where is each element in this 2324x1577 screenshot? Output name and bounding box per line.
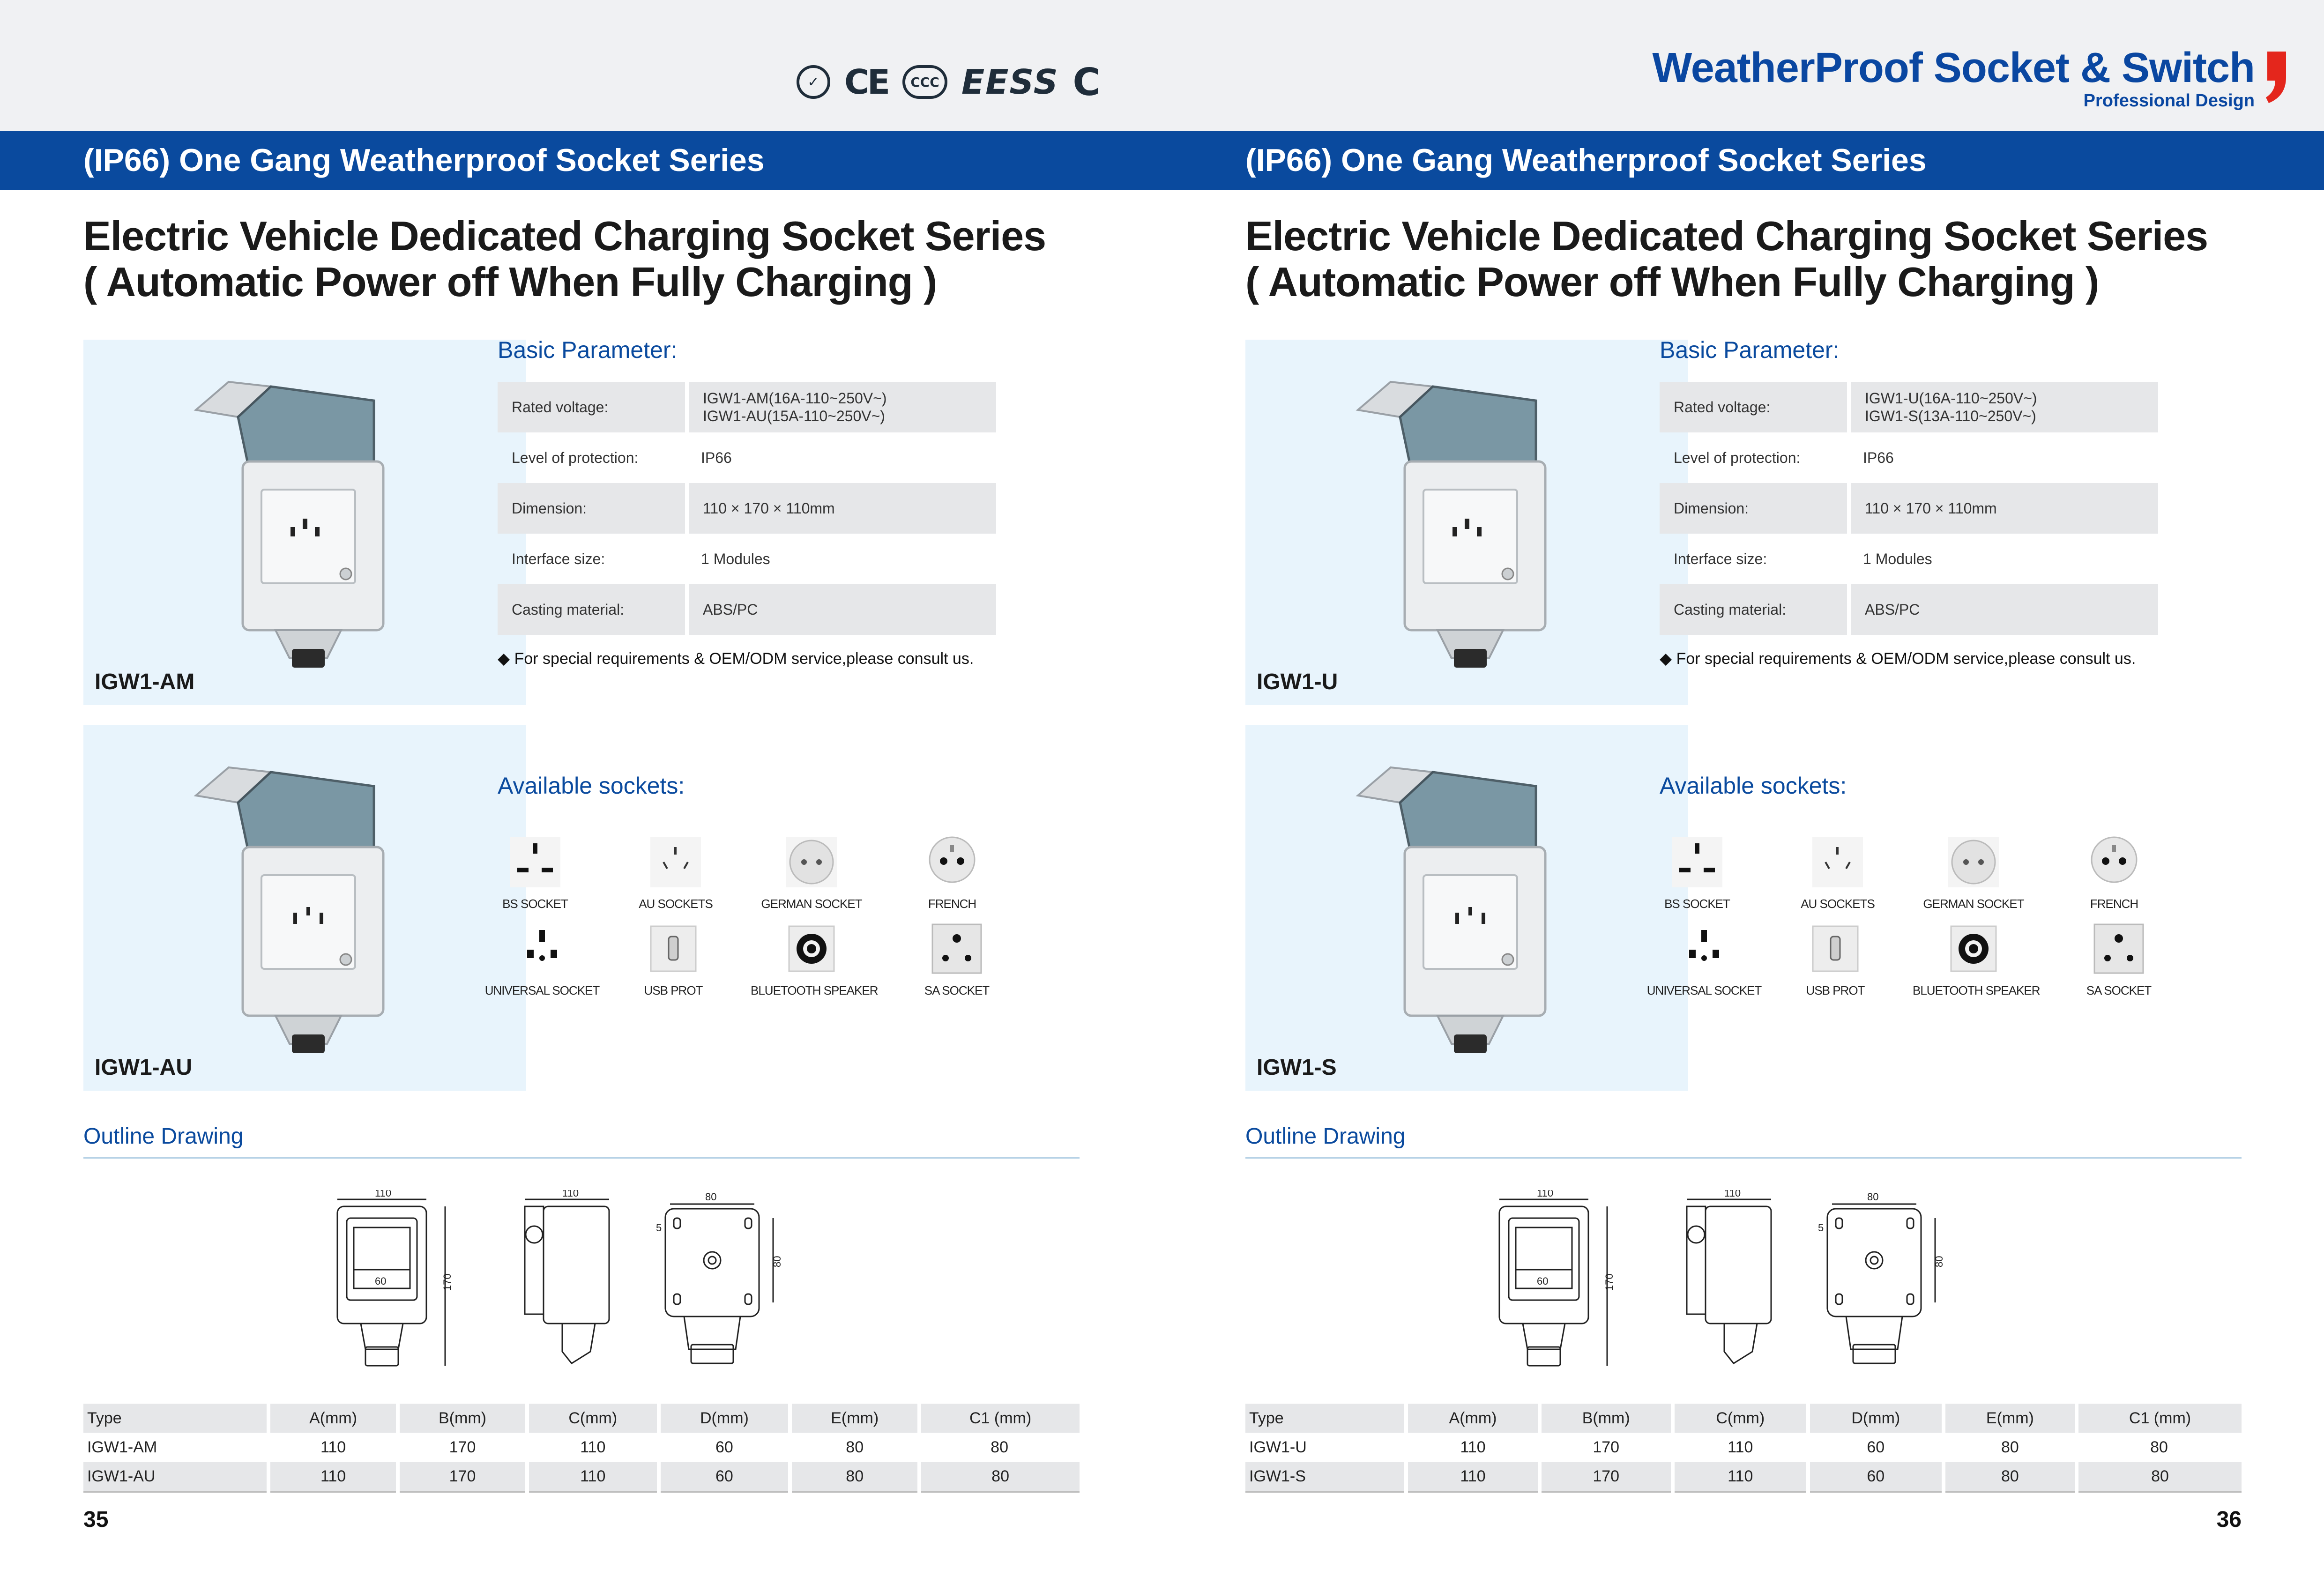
spec-row: IGW1-AU 110 170 110 60 80 80 — [83, 1462, 1080, 1492]
page-title: Electric Vehicle Dedicated Charging Socket Series ( Automatic Power off When Fully Charging ) — [83, 213, 1046, 305]
usb-port-icon — [1807, 921, 1863, 977]
product-model-label: IGW1-AM — [95, 669, 195, 694]
param-row: Casting material: ABS/PC — [498, 584, 996, 635]
spec-row: IGW1-S 110 170 110 60 80 80 — [1245, 1462, 2242, 1492]
product-model-label: IGW1-S — [1257, 1055, 1337, 1080]
socket-usb: USB PROT — [1774, 921, 1896, 998]
param-row: Level of protection: IP66 — [512, 449, 732, 466]
page-number: 36 — [2216, 1507, 2242, 1532]
socket-german: GERMAN SOCKET — [1913, 834, 2034, 911]
socket-box-image — [177, 758, 402, 1058]
parameter-table — [498, 382, 996, 635]
spec-header-row: Type A(mm) B(mm) C(mm) D(mm) E(mm) C1 (mm) — [1245, 1404, 2242, 1433]
au-socket-icon — [1810, 834, 1866, 890]
outline-drawing-heading: Outline Drawing — [83, 1124, 244, 1149]
socket-bluetooth-speaker: BLUETOOTH SPEAKER — [751, 921, 872, 998]
back-view — [1827, 1204, 1935, 1363]
oem-note: ◆ For special requirements & OEM/ODM service,please consult us. — [1660, 650, 2136, 668]
side-view — [525, 1199, 609, 1363]
page-right — [1162, 0, 2324, 1577]
dim-back-height: 80 — [771, 1256, 783, 1267]
brand-title: WeatherProof Socket & Switch — [1652, 45, 2255, 91]
socket-box-image — [1339, 758, 1564, 1058]
param-row: Interface size: 1 Modules — [512, 550, 770, 567]
page-title: Electric Vehicle Dedicated Charging Socket Series ( Automatic Power off When Fully Charging ) — [1245, 213, 2208, 305]
socket-bluetooth-speaker: BLUETOOTH SPEAKER — [1913, 921, 2034, 998]
c-tick-icon: C — [1073, 60, 1101, 104]
dim-back-width: 80 — [705, 1191, 717, 1203]
param-row: Casting material: ABS/PC — [1660, 584, 2158, 635]
socket-universal: UNIVERSAL SOCKET — [481, 921, 603, 998]
dim-front-height: 170 — [441, 1273, 453, 1291]
dim-front-height: 170 — [1603, 1273, 1615, 1291]
dim-front-inner: 60 — [375, 1275, 387, 1287]
basic-parameter-heading: Basic Parameter: — [1660, 337, 1840, 363]
dim-back-height: 80 — [1933, 1256, 1945, 1267]
param-row: Interface size: 1 Modules — [1674, 550, 1932, 567]
basic-parameter-heading: Basic Parameter: — [498, 337, 678, 363]
socket-au: AU SOCKETS — [1777, 834, 1899, 911]
outline-drawing-heading: Outline Drawing — [1245, 1124, 1406, 1149]
french-socket-icon — [924, 834, 980, 890]
dim-side-width: 110 — [1724, 1190, 1741, 1199]
spec-row: IGW1-U 110 170 110 60 80 80 — [1249, 1438, 2168, 1456]
au-socket-icon — [648, 834, 704, 890]
socket-au: AU SOCKETS — [615, 834, 737, 911]
product-photo — [1245, 340, 1688, 705]
series-bar-left: (IP66) One Gang Weatherproof Socket Series — [0, 131, 1162, 190]
sa-socket-icon — [929, 921, 985, 977]
usb-port-icon — [645, 921, 701, 977]
socket-universal: UNIVERSAL SOCKET — [1643, 921, 1765, 998]
brand-subtitle: Professional Design — [2083, 91, 2255, 111]
socket-bs: BS SOCKET — [1636, 834, 1758, 911]
spec-header-row: Type A(mm) B(mm) C(mm) D(mm) E(mm) C1 (mm) — [83, 1404, 1080, 1433]
front-view — [1499, 1199, 1607, 1366]
sa-socket-icon — [2091, 921, 2147, 977]
oem-note: ◆ For special requirements & OEM/ODM service,please consult us. — [498, 650, 974, 668]
available-sockets-heading: Available sockets: — [1660, 773, 1847, 799]
eess-mark-icon: EESS — [961, 62, 1059, 102]
param-row: Dimension: 110 × 170 × 110mm — [498, 483, 996, 534]
socket-sa: SA SOCKET — [2058, 921, 2180, 998]
socket-usb: USB PROT — [612, 921, 734, 998]
socket-box-image — [177, 372, 402, 672]
param-row: Rated voltage: IGW1-U(16A-110~250V~) IGW1-S(13A-110~250V~) — [1660, 382, 2158, 432]
parameter-table — [1660, 382, 2158, 635]
spec-table — [1245, 1404, 2242, 1493]
outline-drawing — [328, 1190, 853, 1387]
product-model-label: IGW1-AU — [95, 1055, 192, 1080]
param-row: Dimension: 110 × 170 × 110mm — [1660, 483, 2158, 534]
dim-back-offset: 5 — [656, 1222, 662, 1234]
dim-back-width: 80 — [1867, 1191, 1879, 1203]
socket-french: FRENCH — [2053, 834, 2175, 911]
french-socket-icon — [2086, 834, 2142, 890]
universal-socket-icon — [514, 921, 570, 977]
ccc-icon: CCC — [902, 65, 947, 99]
bs-socket-icon — [1669, 834, 1725, 890]
dim-front-inner: 60 — [1537, 1275, 1549, 1287]
ccc-mark-icon: ✓ — [797, 65, 830, 99]
product-model-label: IGW1-U — [1257, 669, 1338, 694]
ce-mark-icon: CE — [844, 62, 889, 102]
param-row: Level of protection: IP66 — [1674, 449, 1894, 466]
dim-back-offset: 5 — [1818, 1222, 1824, 1234]
german-socket-icon — [783, 834, 840, 890]
german-socket-icon — [1945, 834, 2002, 890]
outline-drawing — [1490, 1190, 2015, 1387]
product-photo — [83, 340, 526, 705]
series-bar-right: (IP66) One Gang Weatherproof Socket Series — [1162, 131, 2324, 190]
speaker-icon — [783, 921, 840, 977]
param-row: Rated voltage: IGW1-AM(16A-110~250V~) IGW1-AU(15A-110~250V~) — [498, 382, 996, 432]
speaker-icon — [1945, 921, 2002, 977]
dim-front-width: 110 — [1537, 1190, 1554, 1199]
dim-front-width: 110 — [375, 1190, 392, 1199]
socket-sa: SA SOCKET — [896, 921, 1018, 998]
socket-german: GERMAN SOCKET — [751, 834, 872, 911]
front-view — [337, 1199, 445, 1366]
universal-socket-icon — [1676, 921, 1732, 977]
section-divider — [1245, 1157, 2242, 1159]
spec-table — [83, 1404, 1080, 1493]
page-number: 35 — [83, 1507, 109, 1532]
section-divider — [83, 1157, 1080, 1159]
back-view — [665, 1204, 773, 1363]
spec-row: IGW1-AM 110 170 110 60 80 80 — [87, 1438, 1008, 1456]
bs-socket-icon — [507, 834, 563, 890]
socket-box-image — [1339, 372, 1564, 672]
product-photo — [83, 725, 526, 1091]
dim-side-width: 110 — [562, 1190, 579, 1199]
side-view — [1687, 1199, 1771, 1363]
socket-french: FRENCH — [891, 834, 1013, 911]
product-photo — [1245, 725, 1688, 1091]
socket-bs: BS SOCKET — [474, 834, 596, 911]
available-sockets-heading: Available sockets: — [498, 773, 685, 799]
